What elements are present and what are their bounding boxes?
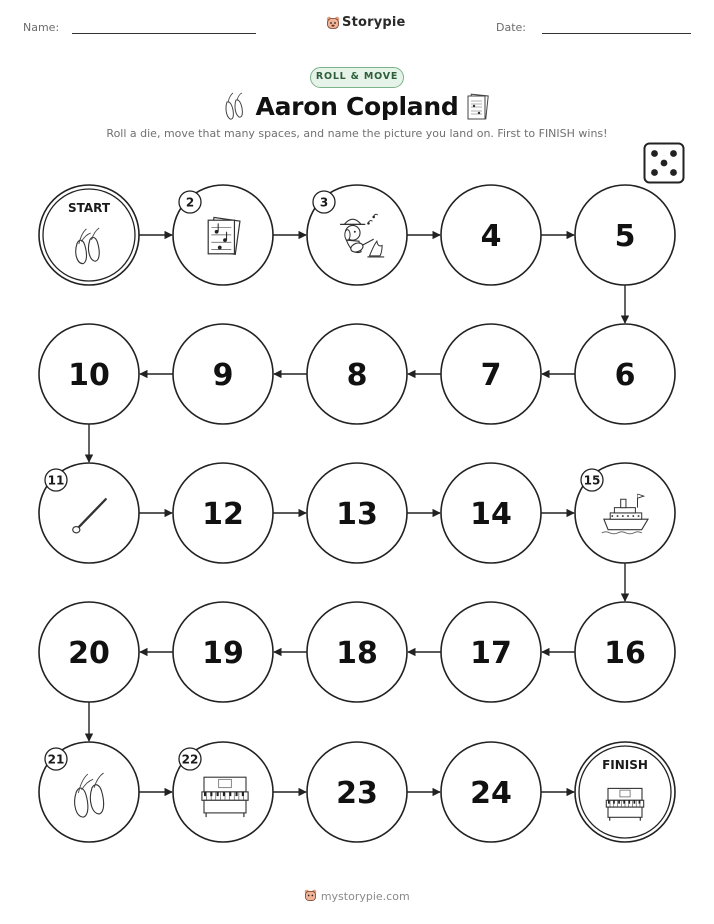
board-space	[575, 602, 675, 702]
board-space	[39, 742, 139, 842]
finish-label: FINISH	[602, 758, 648, 772]
space-number: 6	[614, 358, 636, 393]
name-label: Name:	[23, 21, 60, 34]
space-number: 9	[212, 358, 234, 393]
board-space	[307, 742, 407, 842]
brand-name: Storypie	[342, 15, 406, 30]
board-space	[39, 324, 139, 424]
piano-icon	[606, 788, 643, 820]
board-space	[173, 324, 273, 424]
board-space	[173, 463, 273, 563]
space-number: 23	[336, 776, 378, 811]
page-title: Aaron Copland	[255, 92, 459, 121]
board-space	[173, 602, 273, 702]
board-space	[441, 185, 541, 285]
board-space	[307, 324, 407, 424]
space-number: 15	[583, 473, 601, 488]
board-space	[307, 463, 407, 563]
board-space	[39, 185, 139, 285]
board-space	[307, 602, 407, 702]
board-space	[575, 742, 675, 842]
space-number: 24	[470, 776, 512, 811]
board-space	[39, 602, 139, 702]
board-space	[575, 463, 675, 563]
board-space	[173, 185, 273, 285]
space-number: 5	[614, 219, 636, 254]
instructions-text: Roll a die, move that many spaces, and name the picture you land on. First to FINISH wins!	[106, 127, 608, 140]
board-space	[575, 185, 675, 285]
board-space	[39, 463, 139, 563]
space-number: 21	[47, 752, 65, 767]
space-number: 12	[202, 497, 244, 532]
board-space	[441, 602, 541, 702]
space-number: 3	[319, 195, 329, 210]
space-number: 17	[470, 636, 512, 671]
footer	[0, 888, 714, 903]
board-space	[173, 742, 273, 842]
space-number: 13	[336, 497, 378, 532]
space-number: 19	[202, 636, 244, 671]
board-space	[441, 742, 541, 842]
storypie-mascot-icon	[304, 888, 317, 903]
activity-badge: ROLL & MOVE	[310, 67, 404, 88]
footer-url: mystorypie.com	[320, 890, 410, 903]
piano-icon	[202, 777, 248, 817]
space-number: 10	[68, 358, 110, 393]
space-number: 14	[470, 497, 512, 532]
board-space	[441, 324, 541, 424]
space-number: 7	[480, 358, 502, 393]
space-number: 11	[47, 473, 65, 488]
space-number: 16	[604, 636, 646, 671]
space-number: 8	[346, 358, 368, 393]
board-space	[307, 185, 407, 285]
sheet-music-icon	[208, 217, 240, 254]
date-label: Date:	[496, 21, 526, 34]
space-circle	[39, 185, 139, 285]
start-label: START	[67, 201, 111, 215]
board-space	[441, 463, 541, 563]
space-number: 22	[181, 752, 199, 767]
board-space	[575, 324, 675, 424]
space-number: 20	[68, 636, 110, 671]
space-number: 18	[336, 636, 378, 671]
space-number: 4	[480, 219, 502, 254]
space-number: 2	[185, 195, 195, 210]
